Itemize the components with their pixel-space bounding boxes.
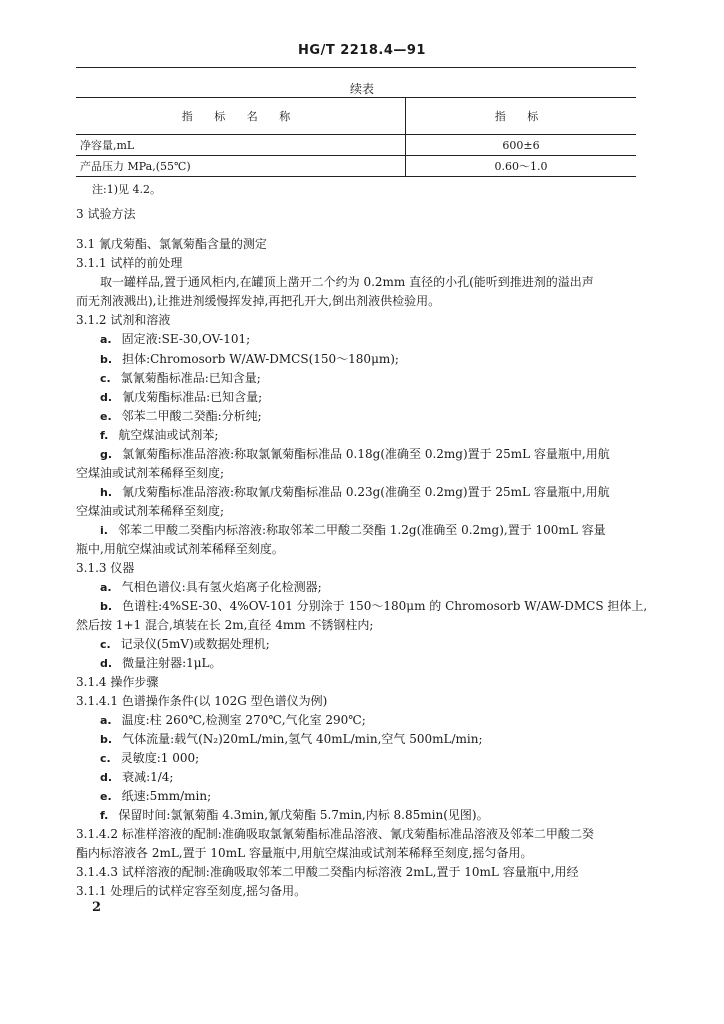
list-item-lead: b. <box>100 733 113 746</box>
list-item-lead: a. <box>100 581 112 594</box>
standard-code: HG/T 2218.4—91 <box>298 43 426 58</box>
list-item-lead: g. <box>100 448 113 461</box>
list-item <box>100 768 173 787</box>
list-item <box>100 350 399 369</box>
list-item <box>100 635 270 654</box>
column-header-value: 指 标 <box>406 98 637 135</box>
list-item-lead: d. <box>100 391 113 404</box>
spec-table <box>76 97 636 177</box>
list-item-lead: b. <box>100 600 113 613</box>
list-item-lead: b. <box>100 353 113 366</box>
list-item-continuation <box>76 616 373 634</box>
table-cell: 600±6 <box>406 135 637 156</box>
table-row <box>76 135 636 156</box>
list-item-lead: a. <box>100 333 112 346</box>
list-item <box>100 388 262 407</box>
table-cell: 0.60～1.0 <box>406 156 637 177</box>
header-rule <box>76 67 636 68</box>
table-note: 注:1)见 4.2。 <box>92 183 161 196</box>
list-item <box>100 654 222 673</box>
list-item-text: 担体:Chromosorb W/AW-DMCS(150～180μm); <box>122 352 399 366</box>
section-heading: 3.1.4.1 色谱操作条件(以 102G 型色谱仪为例) <box>76 694 328 708</box>
list-item <box>100 578 322 597</box>
list-item-text: 气体流量:载气(N₂)20mL/min,氢气 40mL/min,空气 500mL/min; <box>122 732 483 746</box>
list-item <box>100 749 199 768</box>
paragraph-line: 取一罐样品,置于通风柜内,在罐顶上凿开二个约为 0.2mm 直径的小孔(能听到推进剂的溢出声 <box>100 275 594 289</box>
list-item-text: 记录仪(5mV)或数据处理机; <box>120 637 270 651</box>
list-item-text: 邻苯二甲酸二癸酯:分析纯; <box>121 409 262 423</box>
list-item-lead: e. <box>100 790 112 803</box>
section-heading: 3.1.1 试样的前处理 <box>76 256 183 270</box>
list-item-text: 氰戊菊酯标准品:已知含量; <box>122 390 263 404</box>
list-item-text: 瓶中,用航空煤油或试剂苯稀释至刻度。 <box>76 542 284 556</box>
paragraph-line: 而无剂液溅出),让推进剂缓慢挥发掉,再把孔开大,倒出剂液供检验用。 <box>76 294 441 308</box>
list-item-text: 微量注射器:1μL。 <box>122 656 222 670</box>
list-item-text: 空煤油或试剂苯稀释至刻度; <box>76 504 225 518</box>
list-item-lead: c. <box>100 752 111 765</box>
paragraph-line: 酯内标溶液各 2mL,置于 10mL 容量瓶中,用航空煤油或试剂苯稀释至刻度,摇匀备用。 <box>76 846 533 860</box>
list-item-continuation <box>76 464 224 482</box>
column-header-name: 指 标 名 称 <box>76 98 406 135</box>
list-item <box>100 730 483 749</box>
list-item-lead: e. <box>100 410 112 423</box>
section-heading: 3.1.3 仪器 <box>76 561 135 575</box>
list-item-text: 温度:柱 260℃,检测室 270℃,气化室 290℃; <box>121 713 366 727</box>
list-item <box>100 787 211 806</box>
list-item-lead: a. <box>100 714 112 727</box>
list-item <box>100 369 261 388</box>
list-item-continuation <box>76 540 284 558</box>
list-item-text: 氯氰菊酯标准品:已知含量; <box>120 371 261 385</box>
list-item <box>100 806 489 825</box>
list-item-lead: c. <box>100 638 111 651</box>
list-item-lead: h. <box>100 486 113 499</box>
list-item <box>100 597 647 616</box>
list-item-text: 航空煤油或试剂苯; <box>118 428 219 442</box>
list-item-lead: f. <box>100 429 109 442</box>
list-item <box>100 407 262 426</box>
section-heading: 3.1 氰戊菊酯、氯氰菊酯含量的测定 <box>76 237 267 251</box>
list-item-text: 氰戊菊酯标准品溶液:称取氰戊菊酯标准品 0.23g(准确至 0.2mg)置于 25mL 容量瓶中,用航 <box>122 485 610 499</box>
list-item-lead: d. <box>100 657 113 670</box>
list-item-text: 空煤油或试剂苯稀释至刻度; <box>76 466 225 480</box>
list-item <box>100 330 250 349</box>
list-item-text: 衰减:1/4; <box>122 770 174 784</box>
list-item <box>100 445 610 464</box>
list-item-lead: i. <box>100 524 108 537</box>
paragraph-line: 3.1.4.2 标准样溶液的配制:准确吸取氯氰菊酯标准品溶液、氰戊菊酯标准品溶液及邻苯二甲酸二癸 <box>76 827 594 841</box>
list-item-text: 氯氰菊酯标准品溶液:称取氯氰菊酯标准品 0.18g(准确至 0.2mg)置于 25mL 容量瓶中,用航 <box>122 447 610 461</box>
list-item-text: 灵敏度:1 000; <box>120 751 200 765</box>
table-row <box>76 156 636 177</box>
list-item-lead: f. <box>100 809 109 822</box>
list-item <box>100 711 366 730</box>
list-item <box>100 483 610 502</box>
list-item-text: 气相色谱仪:具有氢火焰离子化检测器; <box>121 580 322 594</box>
list-item-text: 色谱柱:4%SE-30、4%OV-101 分别涂于 150～180μm 的 Chromosorb W/AW-DMCS 担体上, <box>122 599 648 613</box>
list-item-lead: c. <box>100 372 111 385</box>
table-continued-label: 续表 <box>349 82 374 96</box>
table-cell: 净容量,mL <box>76 135 406 156</box>
page-number: 2 <box>92 900 102 915</box>
paragraph-line: 3.1.4.3 试样溶液的配制:准确吸取邻苯二甲酸二癸酯内标溶液 2mL,置于 10mL 容量瓶中,用经 <box>76 865 579 879</box>
list-item-lead: d. <box>100 771 113 784</box>
list-item-text: 保留时间:氯氰菊酯 4.3min,氰戊菊酯 5.7min,内标 8.85min(见图)。 <box>118 808 489 822</box>
list-item-text: 邻苯二甲酸二癸酯内标溶液:称取邻苯二甲酸二癸酯 1.2g(准确至 0.2mg),置于 100mL 容量 <box>117 523 606 537</box>
list-item-text: 固定液:SE-30,OV-101; <box>121 332 251 346</box>
section-heading: 3.1.2 试剂和溶液 <box>76 313 171 327</box>
list-item-continuation <box>76 502 224 520</box>
list-item <box>100 426 218 445</box>
list-item <box>100 521 606 540</box>
list-item-text: 然后按 1+1 混合,填装在长 2m,直径 4mm 不锈钢柱内; <box>76 618 374 632</box>
list-item-text: 纸速:5mm/min; <box>121 789 212 803</box>
section-heading: 3 试验方法 <box>76 207 136 221</box>
table-cell: 产品压力 MPa,(55℃) <box>76 156 406 177</box>
section-heading: 3.1.4 操作步骤 <box>76 675 159 689</box>
paragraph-line: 3.1.1 处理后的试样定容至刻度,摇匀备用。 <box>76 884 307 898</box>
